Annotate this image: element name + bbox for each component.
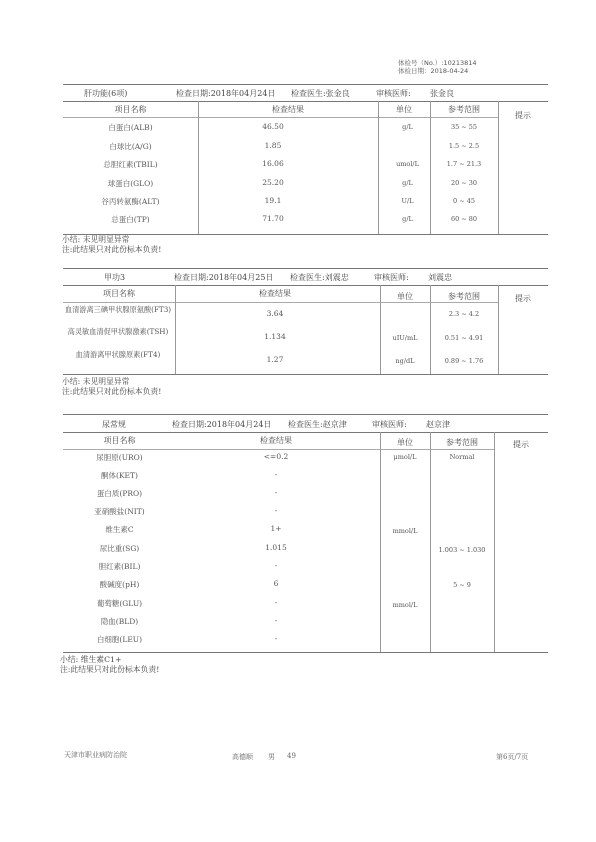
item-name: 血清游离三碘甲状腺原氨酸(FT3) <box>64 305 172 314</box>
item-result: 25.20 <box>262 178 284 187</box>
section-title: 尿常规 <box>102 420 126 429</box>
exam-date: 检查日期:2018年04月24日 <box>176 89 276 98</box>
item-result: 1.27 <box>266 355 284 364</box>
patient-age: 49 <box>287 752 296 760</box>
col-ref-header: 参考范围 <box>448 105 480 114</box>
item-unit: umol/L <box>396 160 419 168</box>
subheader-rule <box>63 117 498 118</box>
item-result: 71.70 <box>262 214 284 223</box>
col-hint-header: 提示 <box>515 111 531 120</box>
summary: 小结: 维生素C1+ <box>60 655 122 664</box>
item-ref: Normal <box>449 453 475 461</box>
item-name: 总蛋白(TP) <box>111 215 150 224</box>
reviewer-name: 赵京津 <box>426 420 450 429</box>
item-name: 胆红素(BIL) <box>98 562 141 571</box>
item-name: 葡萄糖(GLU) <box>96 599 143 608</box>
item-ref: 1.003 ~ 1.030 <box>438 546 486 554</box>
col-divider <box>430 432 431 652</box>
item-ref: 2.3 ~ 4.2 <box>448 310 480 318</box>
item-ref: 5 ~ 9 <box>453 581 471 589</box>
item-unit: ng/dL <box>395 357 415 365</box>
item-unit: uIU/mL <box>392 334 418 342</box>
patient-name: 高德顺 <box>232 753 253 761</box>
col-hint-header: 提示 <box>515 294 531 303</box>
col-unit-header: 单位 <box>396 105 412 114</box>
item-unit: g/L <box>402 215 413 223</box>
col-unit-header: 单位 <box>397 438 413 447</box>
col-divider <box>498 101 499 234</box>
disclaimer: 注:此结果只对此份标本负责! <box>60 665 160 674</box>
col-divider <box>378 101 379 234</box>
item-name: 白蛋白(ALB) <box>108 123 153 132</box>
item-name: 酮体(KET) <box>101 471 138 480</box>
item-result: - <box>274 561 278 570</box>
item-unit: g/L <box>402 123 413 131</box>
item-name: 高灵敏血清促甲状腺激素(TSH) <box>67 327 169 336</box>
col-divider <box>380 432 381 652</box>
item-result: 1+ <box>270 524 282 533</box>
item-name: 亚硝酸盐(NIT) <box>94 507 145 516</box>
item-unit: mmol/L <box>392 601 418 609</box>
item-ref: 35 ~ 55 <box>450 123 478 131</box>
summary: 小结: 未见明显异常 <box>62 235 130 244</box>
item-result: - <box>274 616 278 625</box>
item-ref: 0.51 ~ 4.91 <box>444 334 484 342</box>
item-ref: 0 ~ 45 <box>453 197 475 205</box>
item-name: 总胆红素(TBIL) <box>103 160 158 169</box>
reviewer-name: 张金良 <box>430 89 454 98</box>
item-ref: 0.89 ~ 1.76 <box>444 357 484 365</box>
item-result: 19.1 <box>264 196 282 205</box>
table-bottom-rule <box>63 652 548 653</box>
section-title: 甲功3 <box>104 273 126 282</box>
item-result: - <box>274 634 278 643</box>
item-name: 隐血(BLD) <box>100 617 139 626</box>
item-ref: 1.7 ~ 21.3 <box>446 160 482 168</box>
item-result: 1.015 <box>265 543 287 552</box>
item-result: - <box>274 506 278 515</box>
exam-doctor: 检查医生:张金良 <box>291 89 350 98</box>
section-title: 肝功能(6项) <box>84 89 128 98</box>
col-name-header: 项目名称 <box>114 105 147 114</box>
report-number: 体检号（No.）:10213814 <box>398 59 477 67</box>
item-result: - <box>274 470 278 479</box>
item-result: 16.06 <box>262 159 284 168</box>
item-name: 球蛋白(GLO) <box>107 179 154 188</box>
patient-sex: 男 <box>268 753 275 761</box>
col-result-header: 检查结果 <box>272 105 304 114</box>
header-rule <box>63 285 548 286</box>
col-unit-header: 单位 <box>397 292 413 301</box>
col-ref-header: 参考范围 <box>446 438 478 447</box>
col-ref-header: 参考范围 <box>448 292 480 301</box>
item-unit: g/L <box>402 179 413 187</box>
item-name: 蛋白质(PRO) <box>96 489 143 498</box>
reviewer-label: 审核医师: <box>374 273 409 282</box>
header-rule <box>63 432 548 433</box>
item-ref: 20 ~ 30 <box>450 179 478 187</box>
item-unit: μmol/L <box>393 453 417 461</box>
item-unit: mmol/L <box>392 527 418 535</box>
table-bottom-rule <box>63 374 548 375</box>
item-name: 尿比重(SG) <box>99 544 140 553</box>
item-unit: U/L <box>401 197 414 205</box>
hospital-name: 天津市职业病防治院 <box>64 751 127 759</box>
summary: 小结: 未见明显异常 <box>62 377 130 386</box>
item-result: 1.134 <box>264 332 286 341</box>
item-result: 1.85 <box>264 141 282 150</box>
col-name-header: 项目名称 <box>103 436 136 445</box>
item-result: <=0.2 <box>263 452 289 461</box>
item-name: 谷丙转氨酶(ALT) <box>101 197 160 206</box>
item-name: 白细胞(LEU) <box>96 635 143 644</box>
reviewer-label: 审核医师: <box>376 89 411 98</box>
item-name: 酸碱度(pH) <box>99 580 140 589</box>
header-rule <box>63 101 548 102</box>
item-name: 血清游离甲状腺原素(FT4) <box>75 350 161 359</box>
col-divider <box>498 285 499 374</box>
disclaimer: 注:此结果只对此份标本负责! <box>62 245 162 254</box>
item-ref: 1.5 ~ 2.5 <box>448 142 480 150</box>
exam-doctor: 检查医生:刘震忠 <box>290 273 349 282</box>
item-result: 6 <box>273 579 279 588</box>
exam-date: 检查日期:2018年04月24日 <box>172 420 272 429</box>
item-result: - <box>274 488 278 497</box>
section-top-rule <box>63 84 548 85</box>
table-bottom-rule <box>63 234 548 235</box>
col-result-header: 检查结果 <box>260 436 292 445</box>
item-name: 维生素C <box>105 525 134 534</box>
disclaimer: 注:此结果只对此份标本负责! <box>62 387 162 396</box>
subheader-rule <box>63 302 498 303</box>
col-result-header: 检查结果 <box>259 289 291 298</box>
section-top-rule <box>63 268 548 269</box>
exam-date: 检查日期:2018年04月25日 <box>174 273 274 282</box>
section-top-rule <box>63 414 548 415</box>
page-number: 第6页/7页 <box>496 753 529 761</box>
col-divider <box>494 432 495 652</box>
item-ref: 60 ~ 80 <box>450 215 478 223</box>
item-result: 46.50 <box>262 122 284 131</box>
item-result: - <box>274 598 278 607</box>
item-name: 白球比(A/G) <box>109 142 152 151</box>
col-hint-header: 提示 <box>513 440 529 449</box>
item-name: 尿胆原(URO) <box>96 453 143 462</box>
report-date: 体检日期：2018-04-24 <box>398 67 469 75</box>
reviewer-name: 刘震忠 <box>428 273 452 282</box>
col-name-header: 项目名称 <box>103 289 135 298</box>
exam-doctor: 检查医生:赵京津 <box>288 420 347 429</box>
reviewer-label: 审核医师: <box>372 420 407 429</box>
item-result: 3.64 <box>266 309 284 318</box>
